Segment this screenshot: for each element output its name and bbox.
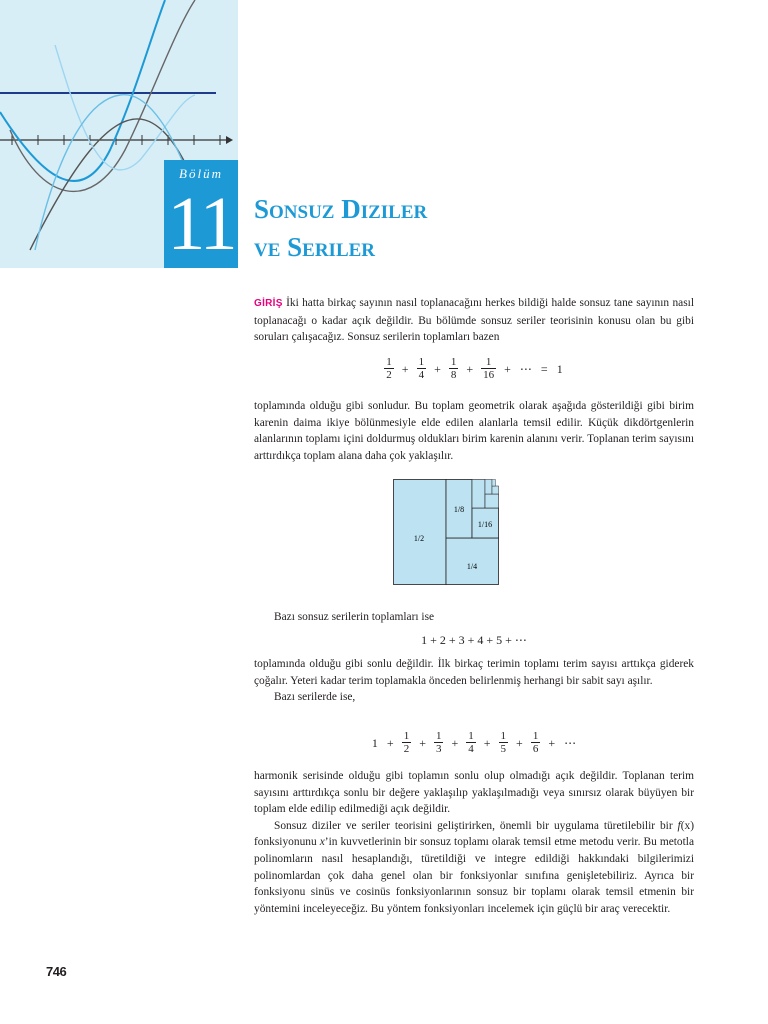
intro-paragraph-1 xyxy=(254,295,694,346)
label-eighth: 1/8 xyxy=(453,505,465,514)
chapter-title-line-1: Sonsuz Diziler xyxy=(254,194,428,224)
chapter-word: Bölüm xyxy=(179,166,223,181)
label-quarter: 1/4 xyxy=(466,562,478,571)
fraction-term: $\frac{1}{4}$ xyxy=(468,730,474,755)
page-number: 746 xyxy=(46,964,67,979)
fraction-term: $\frac{1}{4}$ xyxy=(418,356,425,381)
intro-paragraph-6: harmonik serisinde olduğu gibi toplamın sonlu olup olmadığı açık değildir. Toplanan terim sayısını arttırdıkça sonlu bir değere yaklaşılıp yaklaşılmadığı veya sınırsız olarak büyüyen bir toplam elde edilip edilmediği açık değildir. Sonsuz diziler ve seriler teorisini geliştirirken, önemli bir uygulama türetilebilir bir f(x) fonksiyonunu x’in kuvvetlerinin bir sonsuz toplamı olarak temsil etme metodu verir. Bu metotla polinomların nasıl hesaplandığı, türetildiği ve integre edildiği hakkındaki bilgilerimizi polinomlardan çok daha genel olan bir fonksiyonlar sınıfına genişletebiliriz. Ayrıca bir fonksiyonu sinüs ve cosinüs fonksiyonlarının sonsuz bir toplamı olarak temsil etmenin bir yöntemini inceleyeceğiz. Bu yöntem fonksiyonları incelemek için güçlü bir araç verecektir. xyxy=(254,768,694,917)
intro-paragraph-3: Bazı sonsuz serilerin toplamları ise xyxy=(274,611,435,623)
chapter-number-box xyxy=(164,160,238,268)
rect-1-64 xyxy=(485,494,499,508)
fraction-term: $\frac{1}{5}$ xyxy=(500,730,507,755)
rect-1-256 xyxy=(492,486,499,494)
fraction-term: $\frac{1}{6}$ xyxy=(532,730,539,755)
rect-1-32 xyxy=(472,480,485,509)
fraction-term: $\frac{1}{3}$ xyxy=(435,730,442,755)
fraction-term: $\frac{1}{2}$ xyxy=(386,356,392,381)
fraction-term: $\frac{1}{8}$ xyxy=(450,356,457,381)
intro-paragraph-2: toplamında olduğu gibi sonludur. Bu toplam geometrik olarak aşağıda gösterildiği gibi birim karenin daima ikiye bölünmesiyle elde edilen alanlarla temsil edilir. Küçük dikdörtgenlerin alanlarının toplamı içini doldurmuş oldukları birim karenin alanını verir. Toplanan terim sayısını arttırdıkça toplam alana daha çok yaklaşılır. xyxy=(254,400,694,462)
rect-1-512 xyxy=(492,480,496,487)
cover-curve-blue xyxy=(0,0,165,181)
intro-paragraph-7: Sonsuz diziler ve seriler teorisini geliştirirken, önemli bir uygulama türetilebilir bir f(x) fonksiyonunu x’in kuvvetlerinin bir sonsuz toplamı olarak temsil etme metodu verir. Bu metotla polinomların nasıl hesaplandığı, türetildiği ve integre edildiği hakkındaki bilgilerimizi polinomlardan çok daha genel olan bir fonksiyonlar sınıfına genişletebiliriz. Ayrıca bir fonksiyonu sinüs ve cosinüs fonksiyonlarının sonsuz bir toplamı olarak temsil etmenin bir yöntemini inceleyeceğiz. Bu yöntem fonksiyonları incelemek için güçlü bir araç verecektir. xyxy=(254,819,695,915)
intro-paragraph-4: toplamında olduğu gibi sonlu değildir. İlk birkaç terimin toplamı terim sayısı arttıkça giderek çoğalır. Yeteri kadar terim toplamakla önceden belirlenmiş herhangi bir sabit sayı aşılır. Bazı serilerde ise, xyxy=(254,656,694,706)
equation-harmonic-series: 1 + $\frac{1}{2}$ + $\frac{1}{3}$ + $\frac{1}{4}$ + $\frac{1}{5}$ + $\frac{1}{6}$ + ⋯ xyxy=(371,730,577,755)
rect-1-128 xyxy=(485,480,492,495)
intro-label: GİRİŞ xyxy=(254,298,283,309)
equation-geometric-series: $\frac{1}{2}$ + $\frac{1}{4}$ + $\frac{1}{8}$ + $\frac{1}{16}$ + ⋯ = 1 xyxy=(386,356,563,381)
label-half: 1/2 xyxy=(413,534,425,543)
fraction-term: $\frac{1}{16}$ xyxy=(483,356,495,381)
equation-natural-sum: 1 + 2 + 3 + 4 + 5 + ⋯ xyxy=(421,633,527,647)
rect-half xyxy=(394,480,447,585)
chapter-number: 11 xyxy=(167,182,235,266)
chapter-title xyxy=(254,190,427,266)
intro-paragraph-5: Bazı serilerde ise, xyxy=(274,691,356,704)
cover-axis-arrow xyxy=(226,136,233,144)
intro-text-1: İki hatta birkaç sayının nasıl toplanacağını herkes bildiği halde sonsuz tane sayının nasıl toplanacağı o kadar açık değildir. Bu bölümde sonsuz seriler teorisinin konusu olan bu gibi soruları çalışacağız. Sonsuz serilerin toplamları bazen xyxy=(254,297,694,344)
label-sixteenth: 1/16 xyxy=(477,520,493,529)
fraction-term: $\frac{1}{2}$ xyxy=(403,730,410,755)
chapter-title-line-2: ve Seriler xyxy=(254,232,376,262)
unit-square-figure xyxy=(393,479,499,585)
